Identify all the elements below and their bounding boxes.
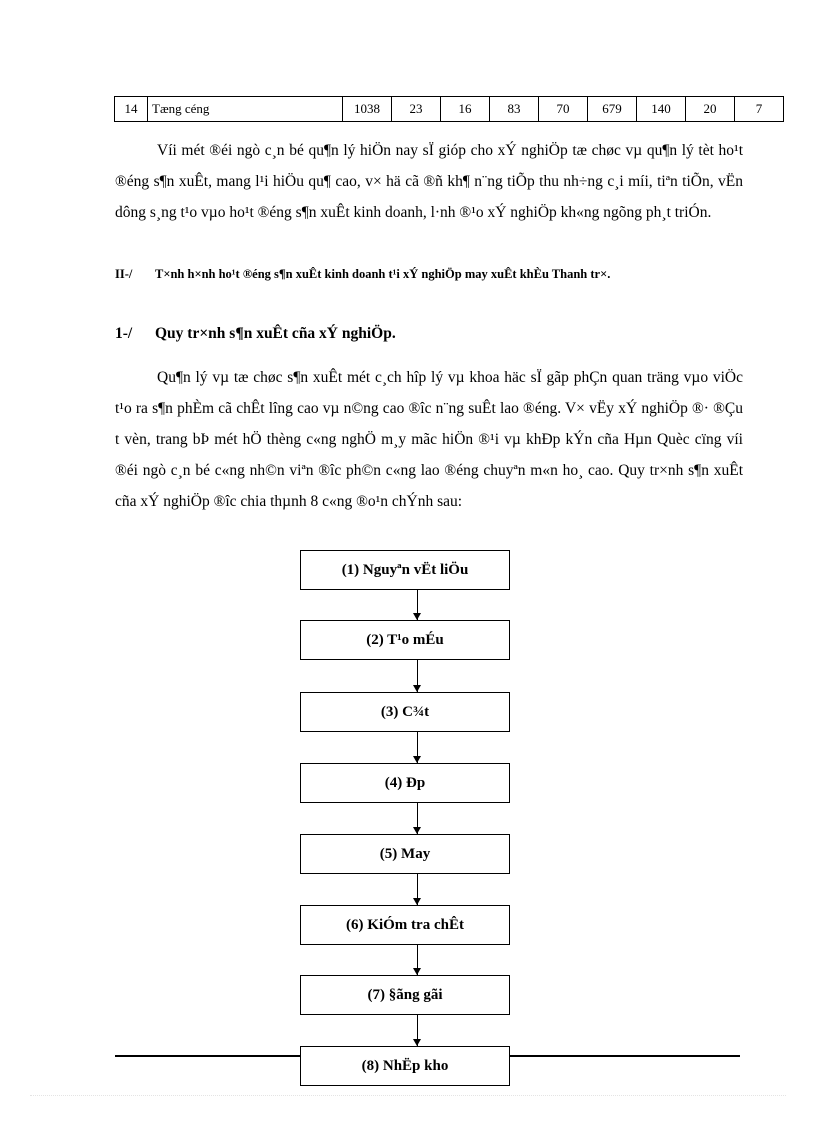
table-cell: 23: [392, 97, 441, 122]
section-title: Quy tr×nh s¶n xuÊt cña xÝ nghiÖp.: [155, 325, 396, 342]
table-cell: 1038: [343, 97, 392, 122]
flow-arrow: [415, 590, 421, 620]
flow-arrow: [415, 1015, 421, 1046]
section-number: II-/: [115, 267, 133, 281]
flow-step-design: (2) T¹o mÉu: [300, 620, 510, 660]
paragraph-text: Qu¶n lý vµ tæ chøc s¶n xuÊt mét c¸ch hîp lý vµ khoa häc sÏ gãp phÇn quan träng vµo viÖc t¹o ra s¶n phÈm cã chÊt lîng cao vµ n©ng cao ®îc n¨ng suÊt lao ®éng. V× vËy xÝ nghiÖp ®· ®Çu t vèn, trang bÞ mét hÖ thèng c«ng nghÖ m¸y mãc hiÖn ®¹i vµ khÐp kÝn cña Hµn Quèc cïng víi ®éi ngò c¸n bé c«ng nh©n viªn ®îc ph©n c«ng lao ®éng chuyªn m«n ho¸ cao. Quy tr×nh s¶n xuÊt cña xÝ nghiÖp ®îc chia thµnh 8 c«ng ®o¹n chÝnh sau:: [115, 369, 743, 510]
section-number: 1-/: [115, 325, 133, 342]
flow-step-sewing: (5) May: [300, 834, 510, 874]
flow-arrow: [415, 732, 421, 763]
table-cell: 140: [637, 97, 686, 122]
flow-step-cutting: (3) C¾t: [300, 692, 510, 732]
footer-divider: [30, 1095, 786, 1096]
summary-table: [114, 96, 784, 122]
divider-line-left: [115, 1055, 300, 1057]
table-cell: 679: [588, 97, 637, 122]
flow-step-packaging: (7) §ãng gãi: [300, 975, 510, 1015]
table-row: [115, 97, 784, 122]
paragraph-production-process: [115, 362, 743, 517]
flow-step-raw-materials: (1) Nguyªn vËt liÖu: [300, 550, 510, 590]
flow-arrow: [415, 803, 421, 834]
paragraph-text: Víi mét ®éi ngò c¸n bé qu¶n lý hiÖn nay sÏ gióp cho xÝ nghiÖp tæ chøc vµ qu¶n lý tèt ho¹t ®éng s¶n xuÊt, mang l¹i hiÖu qu¶ cao, v× hä cã ®ñ kh¶ n¨ng tiÕp thu nh÷ng c¸i míi, tiªn tiÕn, vËn dông s¸ng t¹o vµo ho¹t ®éng s¶n xuÊt kinh doanh, l·nh ®¹o xÝ nghiÖp kh«ng ngõng ph¸t triÓn.: [115, 142, 743, 221]
table-cell: 20: [686, 97, 735, 122]
paragraph-management-team: [115, 135, 743, 228]
flow-arrow: [415, 874, 421, 905]
flow-step-pressing: (4) Ðp: [300, 763, 510, 803]
divider-line-right: [510, 1055, 740, 1057]
section-title: T×nh h×nh ho¹t ®éng s¶n xuÊt kinh doanh t¹i xÝ nghiÖp may xuÊt khÈu Thanh tr×.: [155, 267, 611, 281]
table-cell: 16: [441, 97, 490, 122]
flow-arrow: [415, 660, 421, 692]
flow-step-quality-check: (6) KiÓm tra chÊt: [300, 905, 510, 945]
flow-arrow: [415, 945, 421, 975]
table-cell: 70: [539, 97, 588, 122]
table-cell: 14: [115, 97, 148, 122]
table-cell: 7: [735, 97, 784, 122]
table-cell: Tæng céng: [148, 97, 343, 122]
flow-step-warehouse-entry: (8) NhËp kho: [300, 1046, 510, 1086]
table-cell: 83: [490, 97, 539, 122]
